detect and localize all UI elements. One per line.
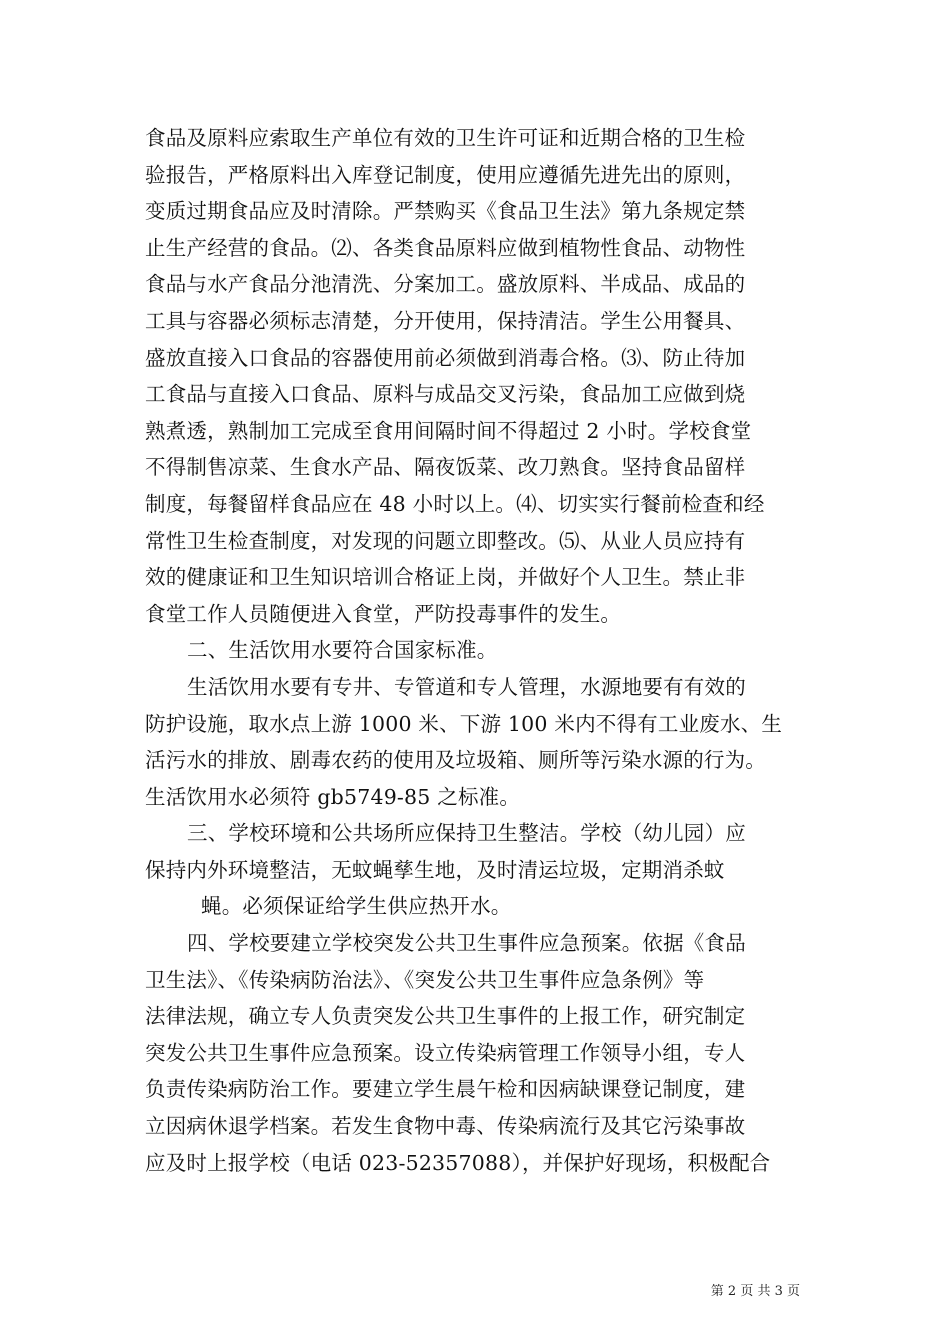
text-line: 工具与容器必须标志清楚，分开使用，保持清洁。学生公用餐具、 — [145, 308, 746, 333]
text-line: 盛放直接入口食品的容器使用前必须做到消毒合格。⑶、防止待加 — [145, 345, 746, 370]
document-body — [145, 120, 810, 1181]
page-number: 第 2 页 共 3 页 — [710, 1284, 800, 1299]
text-line: 活污水的排放、剧毒农药的使用及垃圾箱、厕所等污染水源的行为。 — [145, 748, 766, 773]
text-line: 负责传染病防治工作。要建立学生晨午检和因病缺课登记制度，建 — [145, 1077, 746, 1102]
text-line: 蝇。必须保证给学生供应热开水。 — [201, 894, 512, 919]
text-line: 食品及原料应索取生产单位有效的卫生许可证和近期合格的卫生检 — [145, 126, 746, 150]
text-line: 不得制售凉菜、生食水产品、隔夜饭菜、改刀熟食。坚持食品留样 — [145, 455, 746, 480]
text-line: 工食品与直接入口食品、原料与成品交叉污染，食品加工应做到烧 — [145, 382, 746, 407]
text-line: 突发公共卫生事件应急预案。设立传染病管理工作领导小组，专人 — [145, 1040, 746, 1065]
text-line: 保持内外环境整洁，无蚊蝇孳生地，及时清运垃圾，定期消杀蚊 — [145, 857, 725, 882]
text-line: 制度，每餐留样食品应在 48 小时以上。⑷、切实实行餐前检查和经 — [145, 491, 765, 516]
text-line: 应及时上报学校（电话 023-52357088），并保护好现场，积极配合 — [145, 1150, 771, 1175]
text-line: 食品与水产食品分池清洗、分案加工。盛放原料、半成品、成品的 — [145, 272, 746, 297]
text-line: 生活饮用水要有专井、专管道和专人管理，水源地要有有效的 — [187, 674, 746, 699]
text-line: 验报告，严格原料出入库登记制度，使用应遵循先进先出的原则， — [145, 162, 746, 187]
text-line: 效的健康证和卫生知识培训合格证上岗，并做好个人卫生。禁止非 — [145, 565, 746, 590]
section-heading: 四、学校要建立学校突发公共卫生事件应急预案。依据《食品 — [187, 931, 746, 956]
text-line: 常性卫生检查制度，对发现的问题立即整改。⑸、从业人员应持有 — [145, 528, 746, 553]
text-line: 食堂工作人员随便进入食堂，严防投毒事件的发生。 — [145, 601, 622, 626]
text-line: 防护设施，取水点上游 1000 米、下游 100 米内不得有工业废水、生 — [145, 711, 783, 736]
text-line: 法律法规，确立专人负责突发公共卫生事件的上报工作，研究制定 — [145, 1004, 746, 1029]
section-heading: 二、生活饮用水要符合国家标准。 — [187, 638, 498, 663]
text-line: 卫生法》、《传染病防治法》、《突发公共卫生事件应急条例》等 — [145, 967, 705, 992]
text-line: 变质过期食品应及时清除。严禁购买《食品卫生法》第九条规定禁 — [145, 199, 746, 224]
text-line: 止生产经营的食品。⑵、各类食品原料应做到植物性食品、动物性 — [145, 235, 746, 260]
text-line: 熟煮透，熟制加工完成至食用间隔时间不得超过 2 小时。学校食堂 — [145, 418, 752, 443]
section-heading: 三、学校环境和公共场所应保持卫生整洁。学校（幼儿园）应 — [187, 821, 746, 846]
text-line: 生活饮用水必须符 gb5749-85 之标准。 — [145, 784, 521, 809]
text-line: 立因病休退学档案。若发生食物中毒、传染病流行及其它污染事故 — [145, 1114, 746, 1139]
